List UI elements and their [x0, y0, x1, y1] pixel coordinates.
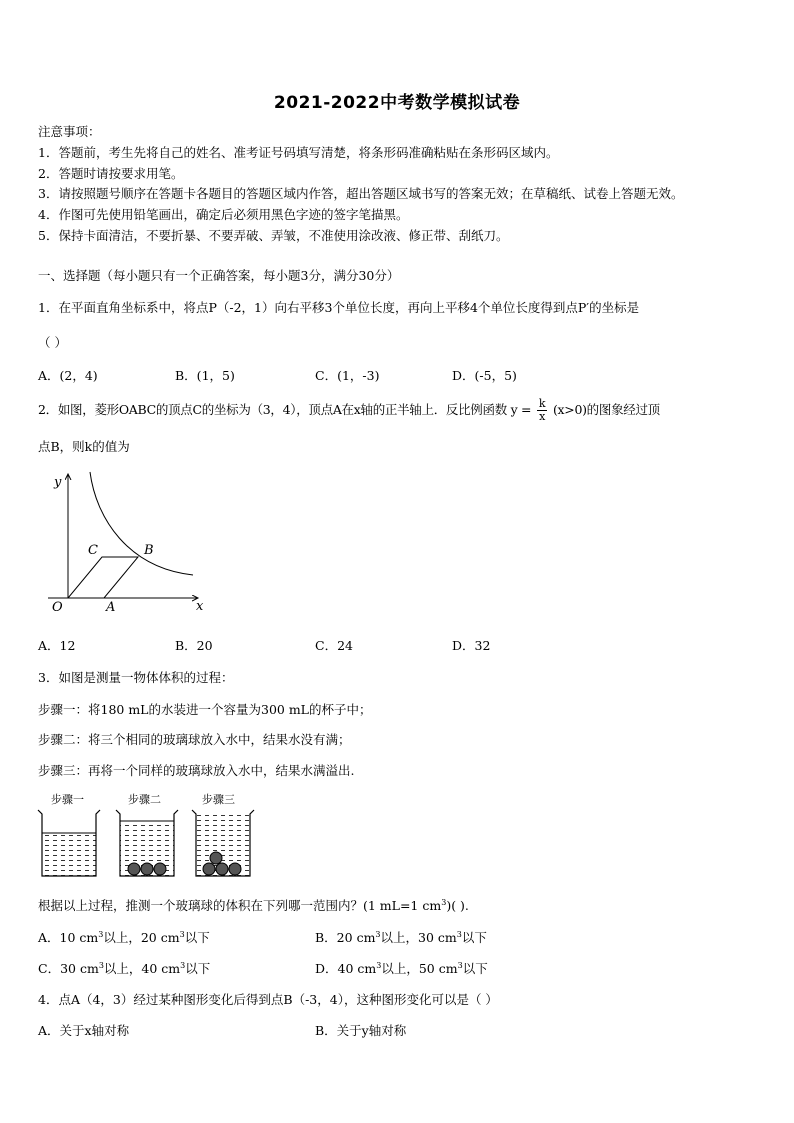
- q3-option-b-sup1: 3: [375, 929, 381, 939]
- q3-option-a-sup2: 3: [179, 929, 185, 939]
- q3-option-a-part2: 以上，20 cm: [103, 930, 180, 945]
- point-b-label: B: [144, 543, 154, 558]
- q3-option-a-sup1: 3: [98, 929, 104, 939]
- q3-sup: 3: [441, 897, 447, 907]
- q3-option-d-sup2: 3: [457, 960, 463, 970]
- q1-paren: （ ）: [38, 335, 67, 350]
- q3-option-b-sup2: 3: [456, 929, 462, 939]
- q3-option-d-sup1: 3: [376, 960, 382, 970]
- q1-option-c: C．(1，-3): [315, 368, 380, 383]
- q3-option-a-part3: 以下: [184, 930, 210, 945]
- cup-step3: [192, 810, 254, 876]
- q3-text: 3．如图是测量一物体体积的过程：: [38, 670, 234, 685]
- q2-graph: [38, 468, 218, 618]
- q3-question-b: )( ).: [446, 898, 469, 913]
- q3-option-c: [38, 959, 210, 977]
- notice-item-3: 3．请按照题号顺序在答题卡各题目的答题区域内作答，超出答题区域书写的答案无效；在草稿纸、试卷上答题无效。: [38, 186, 684, 201]
- q3-question-a: 根据以上过程，推测一个玻璃球的体积在下列哪一范围内？(1 mL=1 cm: [38, 898, 442, 913]
- hyperbola-curve: [90, 472, 193, 575]
- x-axis-label: x: [196, 599, 204, 614]
- glass-ball: [229, 863, 241, 875]
- q3-option-c-part1: C．30 cm: [38, 961, 99, 976]
- cup1-label: 步骤一: [51, 793, 84, 806]
- q3-step1: 步骤一：将180 mL的水装进一个容量为300 mL的杯子中；: [38, 702, 372, 717]
- point-a-label: A: [106, 600, 116, 615]
- q3-option-d: [315, 959, 488, 977]
- cup3-label: 步骤三: [202, 793, 235, 806]
- cup2-label: 步骤二: [128, 793, 161, 806]
- notice-item-5: 5．保持卡面清洁，不要折暴、不要弄破、弄皱，不准使用涂改液、修正带、刮纸刀。: [38, 228, 509, 243]
- q2-option-d: D．32: [452, 638, 491, 653]
- page-title: 2021-2022中考数学模拟试卷: [273, 93, 521, 113]
- q1-option-a: A．(2，4): [38, 368, 98, 383]
- notice-item-1: 1．答题前，考生先将自己的姓名、准考证号码填写清楚，将条形码准确粘贴在条形码区域内。: [38, 145, 559, 160]
- glass-ball: [141, 863, 153, 875]
- cup-step2: [116, 810, 178, 876]
- glass-ball: [210, 852, 222, 864]
- cup-step1: [38, 810, 100, 876]
- q2-text-c: 点B，则k的值为: [38, 439, 130, 454]
- q3-question: [38, 896, 469, 914]
- q2-fraction: [537, 398, 547, 423]
- q2-option-c: C．24: [315, 638, 353, 653]
- q2-text-b: (x>0)的图象经过顶: [552, 402, 660, 417]
- q1-text: 1．在平面直角坐标系中，将点P（-2，1）向右平移3个单位长度，再向上平移4个单位长度得到点P′的坐标是: [38, 300, 640, 315]
- glass-ball: [128, 863, 140, 875]
- section-heading: 一、选择题（每小题只有一个正确答案，每小题3分，满分30分）: [38, 268, 400, 283]
- rhombus-oabc: [68, 557, 138, 598]
- q4-text: 4．点A（4，3）经过某种图形变化后得到点B（-3，4），这种图形变化可以是（ ）: [38, 992, 498, 1007]
- q3-option-a: [38, 928, 210, 946]
- notice-item-4: 4．作图可先使用铅笔画出，确定后必须用黑色字迹的签字笔描黑。: [38, 207, 409, 222]
- q2-option-a: A．12: [38, 638, 76, 653]
- origin-label: O: [52, 600, 63, 615]
- q1-option-d: D．(-5，5): [452, 368, 517, 383]
- q3-step2: 步骤二：将三个相同的玻璃球放入水中，结果水没有满；: [38, 732, 351, 747]
- q3-option-b-part1: B．20 cm: [315, 930, 376, 945]
- q2-frac-num: k: [538, 397, 546, 410]
- q3-option-c-part3: 以下: [185, 961, 211, 976]
- q3-step3: 步骤三：再将一个同样的玻璃球放入水中，结果水满溢出.: [38, 763, 355, 778]
- notice-item-2: 2．答题时请按要求用笔。: [38, 166, 184, 181]
- q3-option-c-sup1: 3: [98, 960, 104, 970]
- notice-heading: 注意事项：: [38, 124, 101, 139]
- glass-ball: [216, 863, 228, 875]
- point-c-label: C: [88, 543, 98, 558]
- q3-option-b-part3: 以下: [461, 930, 487, 945]
- q2-text-a: 2．如图，菱形OABC的顶点C的坐标为（3，4），顶点A在x轴的正半轴上．反比例函数 y =: [38, 402, 532, 417]
- q3-option-d-part2: 以上，50 cm: [381, 961, 458, 976]
- q3-cups-figure: [36, 788, 266, 888]
- q3-option-b-part2: 以上，30 cm: [380, 930, 457, 945]
- glass-ball: [154, 863, 166, 875]
- q3-option-b: [315, 928, 487, 946]
- q1-option-b: B．(1，5): [175, 368, 235, 383]
- y-axis-label: y: [54, 475, 62, 490]
- q3-option-c-part2: 以上，40 cm: [103, 961, 181, 976]
- q3-option-d-part3: 以下: [462, 961, 488, 976]
- q2-option-b: B．20: [175, 638, 213, 653]
- q4-option-a: A．关于x轴对称: [38, 1023, 130, 1038]
- q2-text: [38, 398, 660, 423]
- q3-option-c-sup2: 3: [180, 960, 186, 970]
- q4-option-b: B．关于y轴对称: [315, 1023, 407, 1038]
- q3-option-a-part1: A．10 cm: [38, 930, 99, 945]
- glass-ball: [203, 863, 215, 875]
- q3-option-d-part1: D．40 cm: [315, 961, 377, 976]
- q2-frac-den: x: [539, 410, 546, 423]
